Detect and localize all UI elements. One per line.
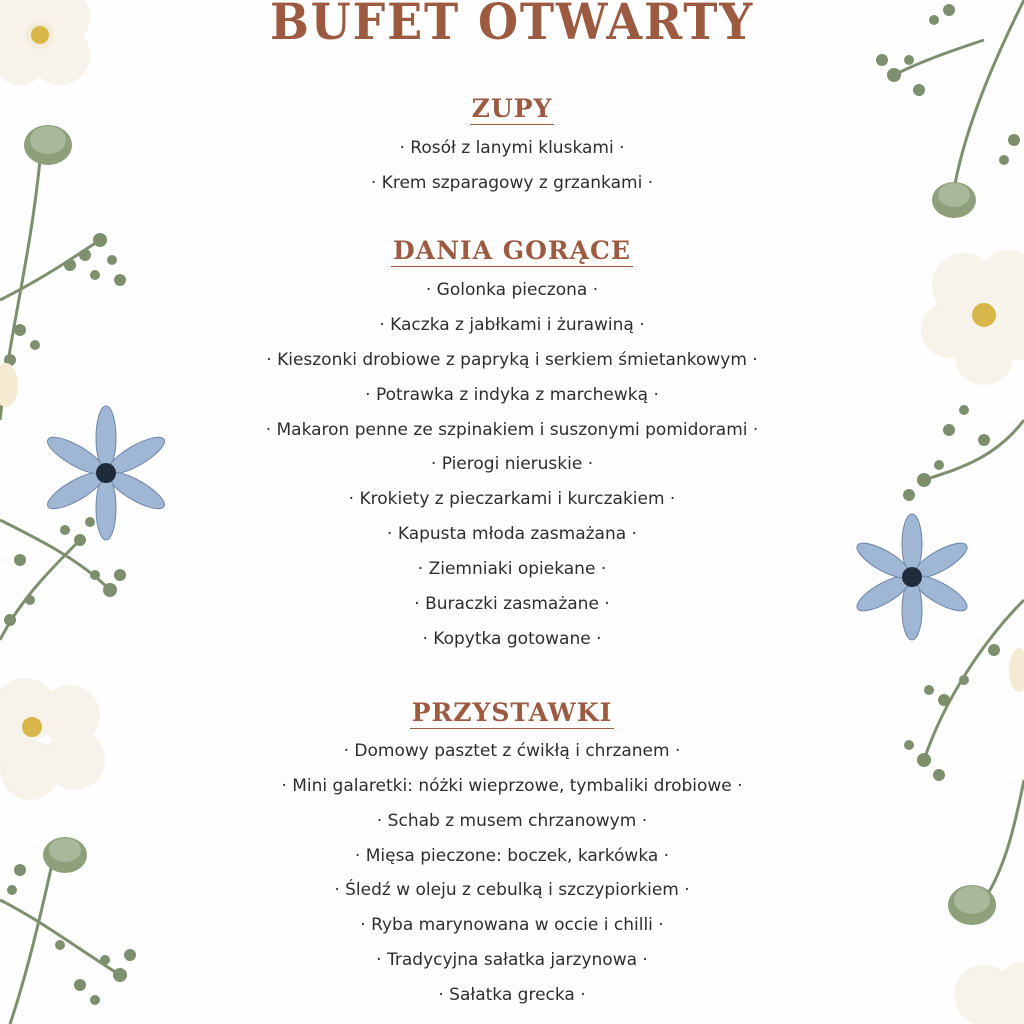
section-heading-zupy bbox=[0, 94, 1024, 123]
menu-item: · Kapusta młoda zasmażana · bbox=[387, 524, 637, 544]
menu-item: · Buraczki zasmażane · bbox=[414, 594, 610, 614]
section-heading-label: ZUPY bbox=[471, 94, 553, 123]
menu-item: · Ziemniaki opiekane · bbox=[417, 559, 607, 579]
menu-item: · Kaczka z jabłkami i żurawiną · bbox=[379, 315, 645, 335]
section-heading-label: PRZYSTAWKI bbox=[411, 698, 613, 727]
menu-item: · Potrawka z indyka z marchewką · bbox=[365, 385, 659, 405]
menu-item: · Domowy pasztet z ćwikłą i chrzanem · bbox=[343, 741, 681, 761]
menu-item: · Makaron penne ze szpinakiem i suszonymi pomidorami · bbox=[265, 420, 759, 440]
menu-item: · Mini galaretki: nóżki wieprzowe, tymbaliki drobiowe · bbox=[281, 776, 743, 796]
menu-item: · Tradycyjna sałatka jarzynowa · bbox=[376, 950, 648, 970]
menu-item: · Schab z musem chrzanowym · bbox=[376, 811, 648, 831]
menu-item: · Sałatka grecka · bbox=[438, 985, 586, 1005]
menu-item: · Pierogi nieruskie · bbox=[430, 454, 594, 474]
menu-item: · Golonka pieczona · bbox=[425, 280, 599, 300]
menu-item: · Krokiety z pieczarkami i kurczakiem · bbox=[348, 489, 676, 509]
menu-item: · Ryba marynowana w occie i chilli · bbox=[360, 915, 664, 935]
menu-item: · Krem szparagowy z grzankami · bbox=[370, 173, 654, 193]
menu-item: · Śledź w oleju z cebulką i szczypiorkiem · bbox=[334, 880, 690, 900]
menu-item: · Mięsa pieczone: boczek, karkówka · bbox=[354, 846, 670, 866]
menu-item: · Kopytka gotowane · bbox=[422, 629, 602, 649]
menu-title: BUFET OTWARTY bbox=[269, 0, 755, 51]
section-heading-przystawki bbox=[0, 698, 1024, 727]
menu-item: · Rosół z lanymi kluskami · bbox=[399, 138, 625, 158]
section-heading-label: DANIA GORĄCE bbox=[393, 236, 631, 265]
menu-item: · Kieszonki drobiowe z papryką i serkiem śmietankowym · bbox=[266, 350, 758, 370]
section-heading-dania-gorace bbox=[0, 236, 1024, 265]
